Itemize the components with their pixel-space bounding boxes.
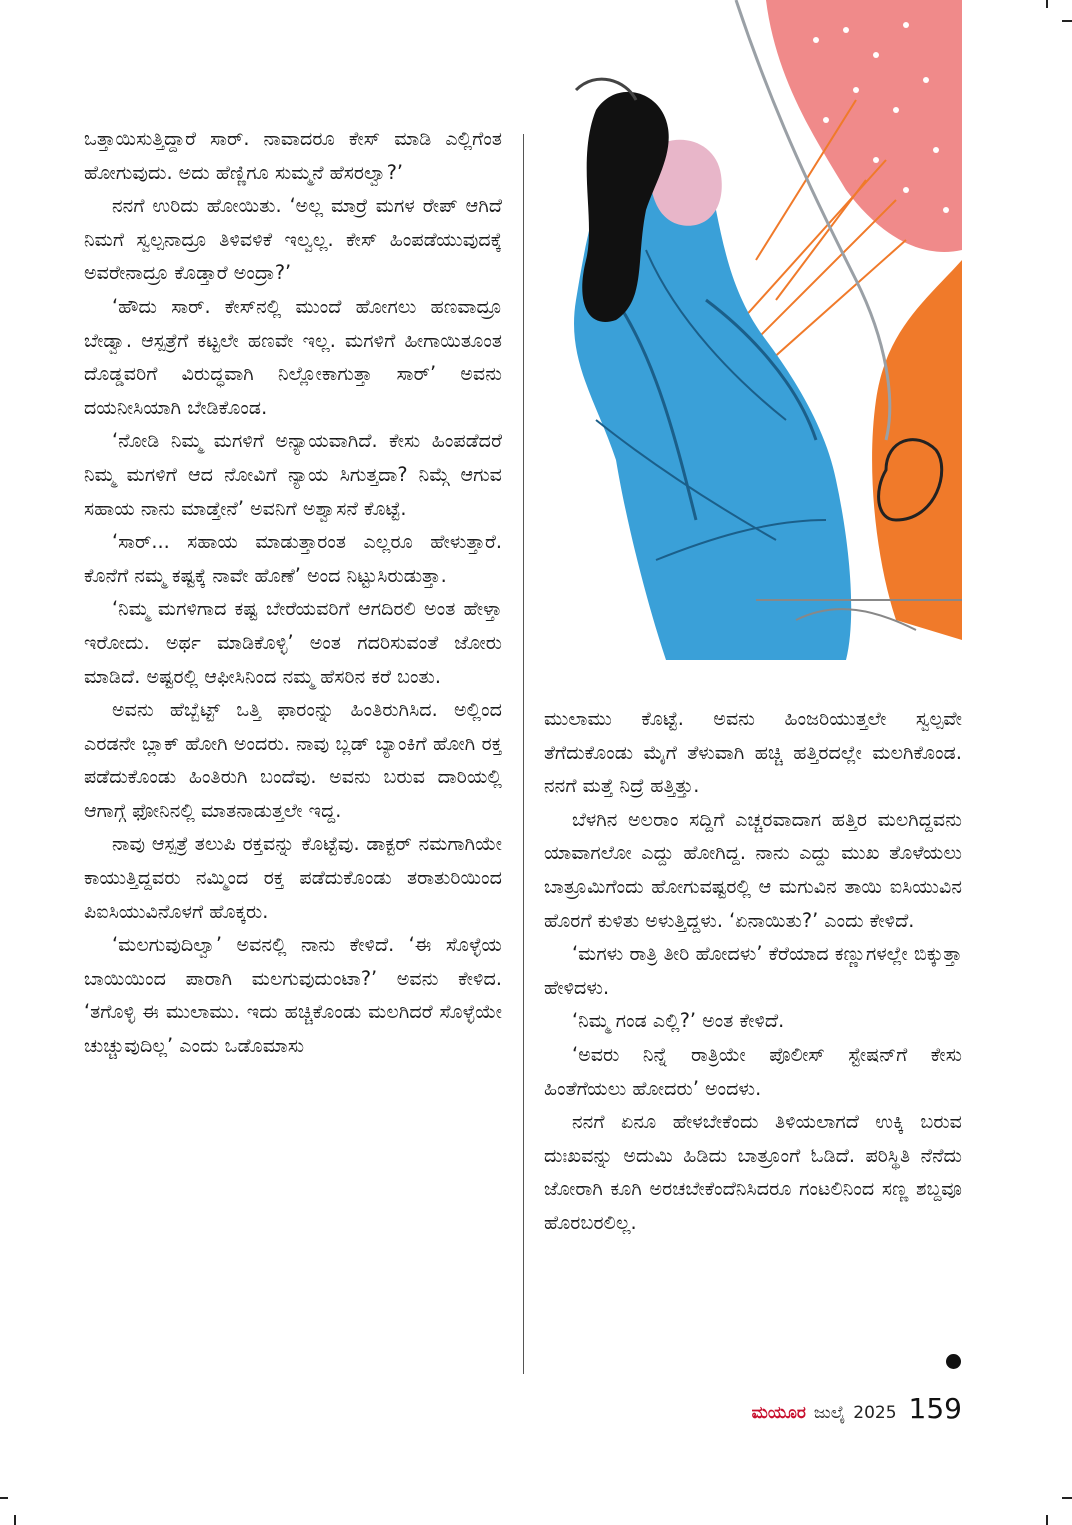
page-footer [752, 1392, 962, 1425]
article-column-left [84, 122, 502, 1063]
painting-of-woman-in-blue-icon [556, 0, 962, 660]
crop-mark [1062, 20, 1072, 22]
column-divider [523, 134, 524, 1374]
paragraph: ಬೆಳಗಿನ ಅಲರಾಂ ಸದ್ದಿಗೆ ಎಚ್ಚರವಾದಾಗ ಹತ್ತಿರ ಮಲಗಿದ್ದವನು ಯಾವಾಗಲೋ ಎದ್ದು ಹೋಗಿದ್ದ. ನಾನು ಎದ್ದು ಮುಖ ತೊಳೆಯಲು ಬಾತ್ರೂಮಿಗೆಂದು ಹೋಗುವಷ್ಟರಲ್ಲಿ ಆ ಮಗುವಿನ ತಾಯಿ ಐಸಿಯುವಿನ ಹೊರಗೆ ಕುಳಿತು ಅಳುತ್ತಿದ್ದಳು. ‘ಏನಾಯಿತು?’ ಎಂದು ಕೇಳಿದೆ. [544, 807, 962, 932]
page-number: 159 [908, 1392, 962, 1425]
end-of-story-bullet-icon [946, 1354, 961, 1369]
issue-year: 2025 [853, 1403, 897, 1423]
paragraph: ‘ಮಗಳು ರಾತ್ರಿ ತೀರಿ ಹೋದಳು’ ಕೆರೆಯಾದ ಕಣ್ಣುಗಳಲ್ಲೇ ಬಿಕ್ಕುತ್ತಾ ಹೇಳಿದಳು. [544, 942, 962, 999]
paragraph: ‘ಮಲಗುವುದಿಲ್ವಾ’ ಅವನಲ್ಲಿ ನಾನು ಕೇಳಿದೆ. ‘ಈ ಸೊಳ್ಳೆಯ ಬಾಯಿಯಿಂದ ಪಾರಾಗಿ ಮಲಗುವುದುಂಟಾ?’ ಅವನು ಕೇಳಿದ. ‘ತಗೊಳ್ಳಿ ಈ ಮುಲಾಮು. ಇದು ಹಚ್ಚಿಕೊಂಡು ಮಲಗಿದರೆ ಸೊಳ್ಳೆಯೇ ಚುಚ್ಚುವುದಿಲ್ಲ’ ಎಂದು ಒಡೊಮಾಸು [84, 933, 502, 1058]
paragraph: ನನಗೆ ಉರಿದು ಹೋಯಿತು. ‘ಅಲ್ಲ ಮಾರ್ರೆ ಮಗಳ ರೇಪ್ ಆಗಿದೆ ನಿಮಗೆ ಸ್ವಲ್ಪನಾದ್ರೂ ತಿಳಿವಳಿಕೆ ಇಲ್ವಲ್ಲ. ಕೇಸ್ ಹಿಂಪಡೆಯುವುದಕ್ಕೆ ಅವರೇನಾದ್ರೂ ಕೊಡ್ತಾರೆ ಅಂದ್ರಾ?’ [84, 194, 502, 285]
paragraph: ಮುಲಾಮು ಕೊಟ್ಟೆ. ಅವನು ಹಿಂಜರಿಯುತ್ತಲೇ ಸ್ವಲ್ಪವೇ ತೆಗೆದುಕೊಂಡು ಮೈಗೆ ತೆಳುವಾಗಿ ಹಚ್ಚಿ ಹತ್ತಿರದಲ್ಲೇ ಮಲಗಿಕೊಂಡ. ನನಗೆ ಮತ್ತೆ ನಿದ್ರೆ ಹತ್ತಿತ್ತು. [544, 707, 962, 798]
crop-mark [0, 1497, 8, 1499]
illustration [556, 0, 962, 660]
paragraph: ‘ಅವರು ನಿನ್ನೆ ರಾತ್ರಿಯೇ ಪೊಲೀಸ್ ಸ್ಟೇಷನ್‌ಗೆ ಕೇಸು ಹಿಂತೆಗೆಯಲು ಹೋದರು’ ಅಂದಳು. [544, 1042, 962, 1100]
paragraph: ಒತ್ತಾಯಿಸುತ್ತಿದ್ದಾರೆ ಸಾರ್. ನಾವಾದರೂ ಕೇಸ್ ಮಾಡಿ ಎಲ್ಲಿಗೆಂತ ಹೋಗುವುದು. ಅದು ಹೆಣ್ಣಿಗೂ ಸುಮ್ಮನೆ ಹೆಸರಲ್ವಾ?’ [84, 127, 502, 184]
paragraph: ‘ಸಾರ್... ಸಹಾಯ ಮಾಡುತ್ತಾರಂತ ಎಲ್ಲರೂ ಹೇಳುತ್ತಾರೆ. ಕೊನೆಗೆ ನಮ್ಮ ಕಷ್ಟಕ್ಕೆ ನಾವೇ ಹೊಣೆ’ ಅಂದ ನಿಟ್ಟುಸಿರುಡುತ್ತಾ. [84, 530, 502, 587]
paragraph: ‘ನಿಮ್ಮ ಗಂಡ ಎಲ್ಲಿ?’ ಅಂತ ಕೇಳಿದೆ. [572, 1009, 785, 1033]
crop-mark [1062, 1497, 1072, 1499]
paragraph: ಅವನು ಹೆಬ್ಬೆಟ್ಟ್ ಒತ್ತಿ ಫಾರಂನ್ನು ಹಿಂತಿರುಗಿಸಿದ. ಅಲ್ಲಿಂದ ಎರಡನೇ ಬ್ಲಾಕ್ ಹೋಗಿ ಅಂದರು. ನಾವು ಬ್ಲಡ್ ಬ್ಯಾಂಕಿಗೆ ಹೋಗಿ ರಕ್ತ ಪಡೆದುಕೊಂಡು ಹಿಂತಿರುಗಿ ಬಂದೆವು. ಅವನು ಬರುವ ದಾರಿಯಲ್ಲಿ ಆಗಾಗ್ಗೆ ಫೋನಿನಲ್ಲಿ ಮಾತನಾಡುತ್ತಲೇ ಇದ್ದ. [84, 698, 502, 822]
paragraph: ‘ನಿಮ್ಮ ಮಗಳಿಗಾದ ಕಷ್ಟ ಬೇರೆಯವರಿಗೆ ಆಗದಿರಲಿ ಅಂತ ಹೇಳ್ತಾ ಇರೋದು. ಅರ್ಥ ಮಾಡಿಕೊಳ್ಳಿ’ ಅಂತ ಗದರಿಸುವಂತೆ ಜೋರು ಮಾಡಿದೆ. ಅಷ್ಟರಲ್ಲಿ ಆಫೀಸಿನಿಂದ ನಮ್ಮ ಹೆಸರಿನ ಕರೆ ಬಂತು. [84, 597, 502, 688]
crop-mark [14, 1515, 16, 1525]
magazine-name: ಮಯೂರ [751, 1403, 806, 1423]
paragraph: ‘ನೋಡಿ ನಿಮ್ಮ ಮಗಳಿಗೆ ಅನ್ಯಾಯವಾಗಿದೆ. ಕೇಸು ಹಿಂಪಡೆದರೆ ನಿಮ್ಮ ಮಗಳಿಗೆ ಆದ ನೋವಿಗೆ ನ್ಯಾಯ ಸಿಗುತ್ತದಾ? ನಿಮ್ಗೆ ಆಗುವ ಸಹಾಯ ನಾನು ಮಾಡ್ತೇನೆ’ ಅವನಿಗೆ ಅಶ್ವಾಸನೆ ಕೊಟ್ಟೆ. [84, 429, 502, 520]
paragraph: ನಾವು ಆಸ್ಪತ್ರೆ ತಲುಪಿ ರಕ್ತವನ್ನು ಕೊಟ್ಟೆವು. ಡಾಕ್ಟರ್ ನಮಗಾಗಿಯೇ ಕಾಯುತ್ತಿದ್ದವರು ನಮ್ಮಿಂದ ರಕ್ತ ಪಡೆದುಕೊಂಡು ತರಾತುರಿಯಿಂದ ಪಿಐಸಿಯುವಿನೊಳಗೆ ಹೊಕ್ಕರು. [84, 832, 502, 923]
article-column-right [544, 702, 962, 1240]
paragraph: ‘ಹೌದು ಸಾರ್. ಕೇಸ್‌ನಲ್ಲಿ ಮುಂದೆ ಹೋಗಲು ಹಣವಾದ್ರೂ ಬೇಡ್ವಾ. ಆಸ್ಪತ್ರೆಗೆ ಕಟ್ಟಲೇ ಹಣವೇ ಇಲ್ಲ. ಮಗಳಿಗೆ ಹೀಗಾಯಿತೂಂತ ದೊಡ್ಡವರಿಗೆ ವಿರುದ್ಧವಾಗಿ ನಿಲ್ಲೋಕಾಗುತ್ತಾ ಸಾರ್’ ಅವನು ದಯನೀಸಿಯಾಗಿ ಬೇಡಿಕೊಂಡ. [84, 294, 502, 419]
crop-mark [1046, 1515, 1048, 1525]
crop-mark [1046, 0, 1048, 8]
issue-month: ಜುಲೈ [813, 1403, 846, 1423]
paragraph: ನನಗೆ ಏನೂ ಹೇಳಬೇಕೆಂದು ತಿಳಿಯಲಾಗದೆ ಉಕ್ಕಿ ಬರುವ ದುಃಖವನ್ನು ಅದುಮಿ ಹಿಡಿದು ಬಾತ್ರೂಂಗೆ ಓಡಿದೆ. ಪರಿಸ್ಥಿತಿ ನೆನೆದು ಜೋರಾಗಿ ಕೂಗಿ ಅರಚಬೇಕೆಂದೆನಿಸಿದರೂ ಗಂಟಲಿನಿಂದ ಸಣ್ಣ ಶಬ್ದವೂ ಹೊರಬರಲಿಲ್ಲ. [544, 1110, 962, 1234]
